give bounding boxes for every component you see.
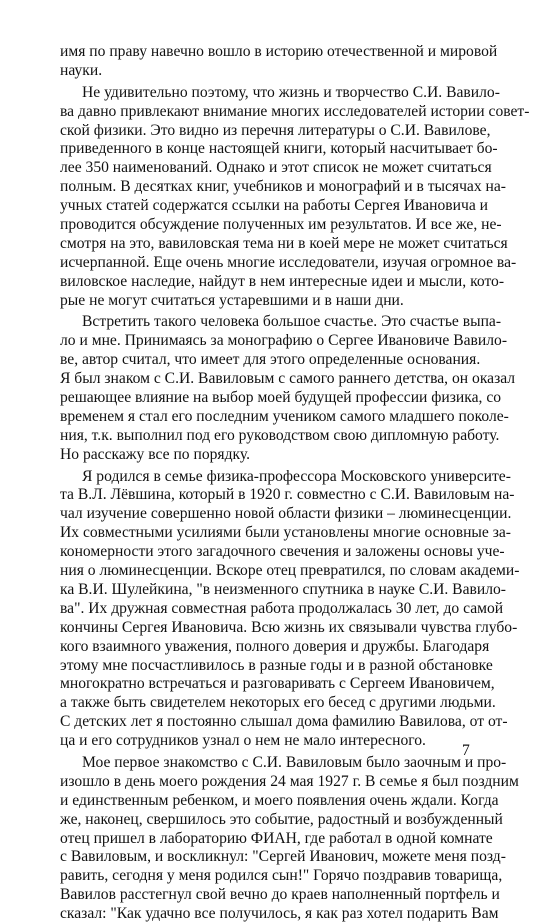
text-line: а также быть свидетелем некоторых его бесед с другими людьми. [60, 694, 496, 712]
text-line: отец пришел в лабораторию ФИАН, где работал в одной комнате [60, 829, 493, 847]
text-line: ка В.И. Шулейкина, "в неизменного спутника в науке С.И. Вавило- [60, 580, 506, 598]
text-line: Не удивительно поэтому, что жизнь и творчество С.И. Вавило- [82, 83, 500, 101]
text-line: многократно встречаться и разговаривать с Сергеем Ивановичем, [60, 675, 495, 693]
text-line: кого взаимного уважения, полного доверия и дружбы. Благодаря [60, 637, 490, 655]
body-text [60, 43, 530, 924]
text-line: сказал: "Как удачно все получилось, я как раз хотел подарить Вам [60, 905, 499, 923]
text-line: ва". Их дружная совместная работа продолжалась 30 лет, до самой [60, 599, 504, 617]
text-line: виловское наследие, найдут в нем интересные идеи и мысли, кото- [60, 272, 505, 290]
text-line: решающее влияние на выбор моей будущей профессии физика, со [60, 389, 502, 407]
text-line: Встретить такого человека большое счастье. Это счастье выпа- [82, 313, 502, 331]
text-line: же, наконец, свершилось это событие, радостный и возбужденный [60, 810, 503, 828]
text-line: этому мне посчастливилось в разные годы и в разной обстановке [60, 656, 493, 674]
text-line: кономерности этого загадочного свечения и заложены основы уче- [60, 543, 505, 561]
text-line: та В.Л. Лёвшина, который в 1920 г. совместно с С.И. Вавиловым на- [60, 486, 515, 504]
text-line: ва давно привлекают внимание многих исследователей истории совет- [60, 102, 530, 120]
text-line: и единственным ребенком, и моего появления очень ждали. Когда [60, 791, 499, 809]
text-line: Я был знаком с С.И. Вавиловым с самого раннего детства, он оказал [60, 370, 516, 388]
text-line: ской физики. Это видно из перечня литературы о С.И. Вавилове, [60, 121, 491, 139]
text-line: С детских лет я постоянно слышал дома фамилию Вавилова, от от- [60, 713, 508, 731]
text-line: Их совместными усилиями были установлены многие основные за- [60, 524, 511, 542]
text-line: имя по праву навечно вошло в историю отечественной и мировой [60, 43, 498, 60]
text-line: ния, т.к. выполнил под его руководством свою дипломную работу. [60, 426, 500, 444]
text-line: учных статей содержатся ссылки на работы Сергея Ивановича и [60, 197, 488, 215]
text-line: Но расскажу все по порядку. [60, 445, 251, 463]
text-line: изошло в день моего рождения 24 мая 1927 г. В семье я был поздним [60, 772, 519, 790]
text-line: равить, сегодня у меня родился сын!" Горячо поздравив товарища, [60, 867, 503, 885]
text-line: смотря на это, вавиловская тема ни в коей мере не может считаться [60, 234, 508, 252]
text-line: приведенного в конце настоящей книги, который насчитывает бо- [60, 140, 498, 158]
text-line: исчерпанной. Еще очень многие исследователи, изучая огромное ва- [60, 253, 517, 271]
text-line: Мое первое знакомство с С.И. Вавиловым было заочным и про- [82, 753, 507, 771]
text-line: ния о люминесценции. Вскоре отец превратился, по словам академи- [60, 562, 520, 580]
text-line: рые не могут считаться устаревшими и в наши дни. [60, 291, 404, 309]
text-line: полным. В десятках книг, учебников и монографий и в тысячах на- [60, 178, 507, 196]
text-line: науки. [60, 61, 103, 79]
text-line: ло и мне. Принимаясь за монографию о Сергее Ивановиче Вавило- [60, 332, 508, 350]
text-line: с Вавиловым, и воскликнул: "Сергей Иванович, можете меня позд- [60, 848, 506, 866]
page-number: 7 [462, 742, 470, 759]
text-line: чал изучение совершенно новой области физики – люминесценции. [60, 505, 512, 523]
text-line: ве, автор считал, что имеет для этого определенные основания. [60, 351, 481, 369]
text-line: ца и его сотрудников узнал о нем не мало интересного. [60, 732, 426, 750]
text-line: Вавилов расстегнул свой вечно до краев наполненный портфель и [60, 886, 500, 904]
text-line: временем я стал его последним учеником самого младшего поколе- [60, 407, 509, 425]
text-line: Я родился в семье физика-профессора Московского университе- [82, 467, 511, 485]
text-line: проводится обсуждение полученных им результатов. И все же, не- [60, 216, 502, 234]
text-line: лее 350 наименований. Однако и этот список не может считаться [60, 159, 492, 177]
text-line: кончины Сергея Ивановича. Всю жизнь их связывали чувства глубо- [60, 618, 518, 636]
